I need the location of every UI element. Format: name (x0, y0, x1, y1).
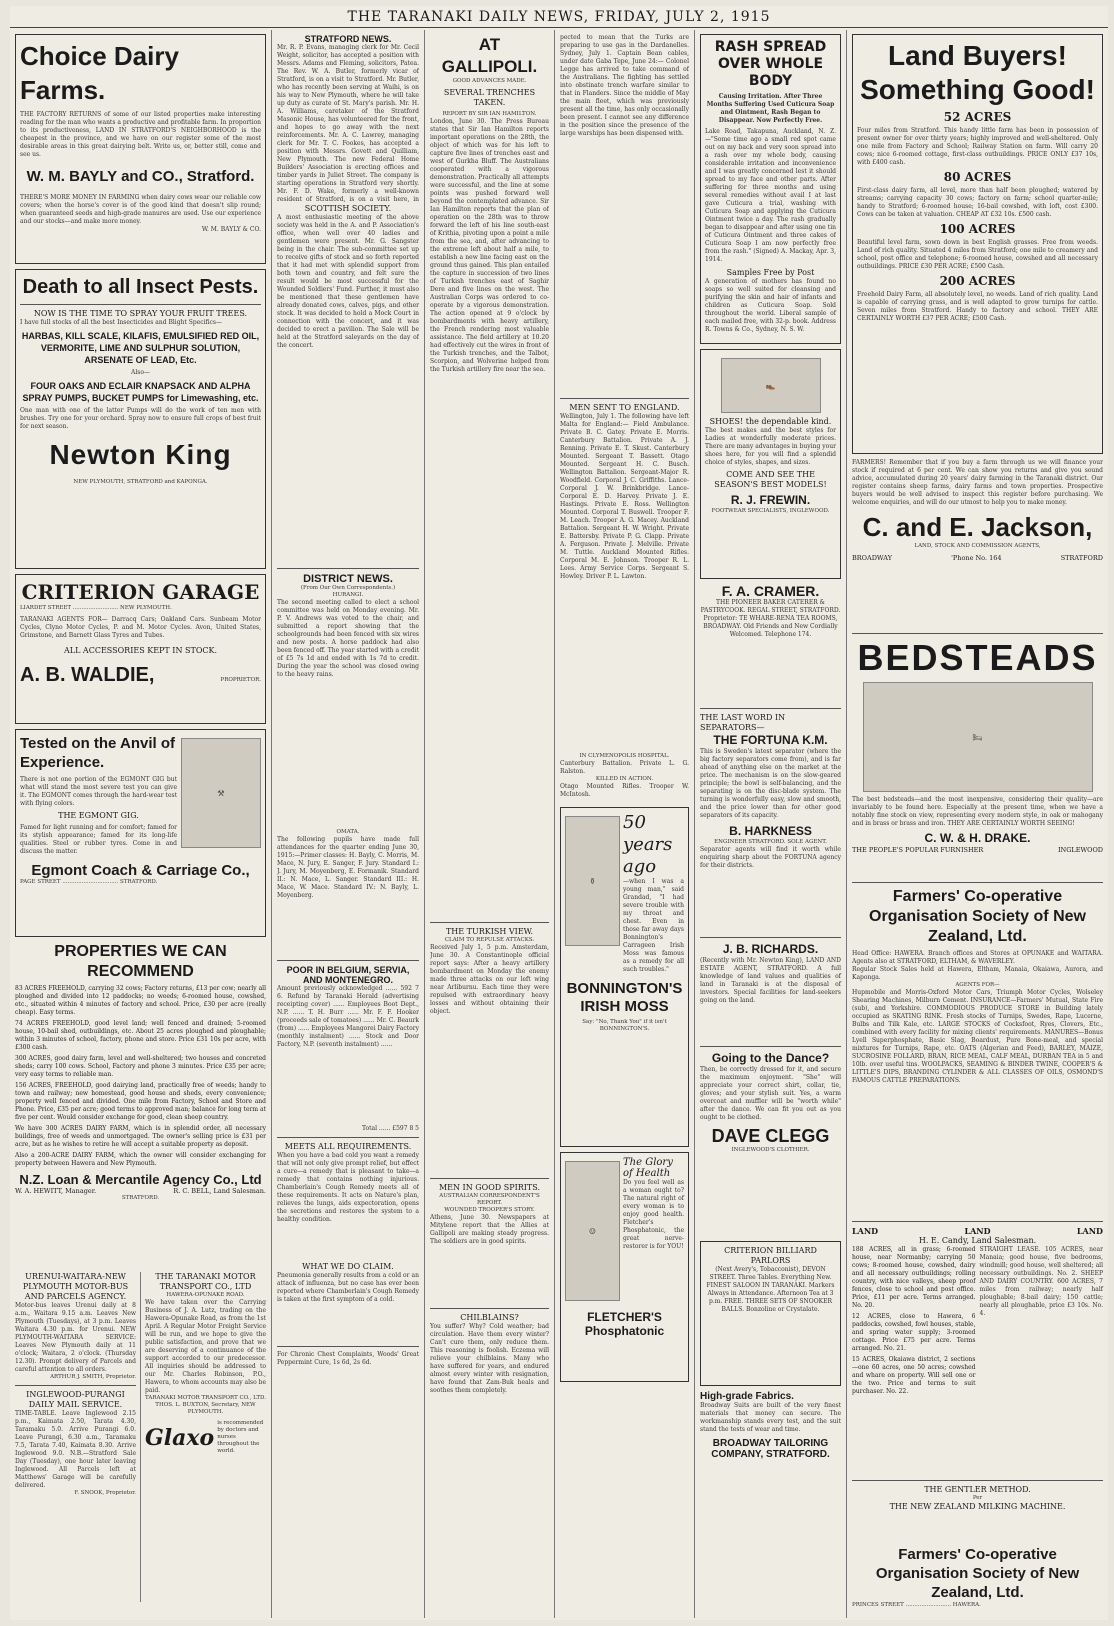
shoes-body: The best makes and the best styles for Ladies at wonderfully moderate prices. There are many advantages in buying your shoes here, for you will find a splendid choice of styles, shapes, and sizes. (705, 427, 836, 466)
col4-top-body: pected to mean that the Turks are preparing to use gas in the Dardanelles. Sydney, July 1. Captain Bean cables, under date Gaba Tepe, June 24:— Colonel Legge has arrived to take command of the Australians. The fighting has settled into obstinate trench warfare similar to that in Flanders. Since the middle of May the main fleet, which was previously present all the time, has only occasionally been present. I cannot see any difference in the position since the presence of the large warships has been dispensed with. (560, 34, 689, 137)
fifty-sub: —when I was a young man," said Grandad, "I had severe trouble with my throat and chest. Even in those far away days Bonnington's Carrageen Irish Moss was famous as a remedy for all such troubles." (623, 878, 684, 973)
harkness-name: B. HARKNESS (729, 824, 812, 838)
jackson-ad (852, 459, 1103, 629)
insect-pests-ad (15, 269, 266, 569)
richards-ad (700, 942, 841, 1042)
props-item: 300 ACRES, good dairy farm, level and well-sheltered; two houses and concreted sheds; carry 100 cows. School, Factory and phone 3 minutes. Price £35 per acre; very easy terms to reliable man. (15, 1055, 266, 1078)
sep-title: THE LAST WORD IN SEPARATORS— (700, 713, 786, 732)
bonnington-say: Say: "No, Thank You" if it isn't BONNINGTON'S. (582, 1019, 667, 1032)
bayly-name: W. M. BAYLY and CO., Stratford. (26, 168, 255, 185)
killed-title: KILLED IN ACTION. (595, 776, 654, 782)
acre-200: 200 ACRES (939, 274, 1016, 288)
fletcher-ad (560, 1152, 689, 1382)
egmont-gig-ad (15, 729, 266, 937)
properties-ad (15, 942, 266, 1272)
gallipoli-sub2: SEVERAL TRENCHES TAKEN. (443, 88, 536, 107)
huiango-body: The second meeting called to elect a school committee was held on Monday evening. Mr. P. V. Andrews was voted to the chair, and submitted a report showing that the schoolgrounds had been fenced with six wires and new posts. A horse paddock had also been fenced off. The year started with a credit of £5 7s 1d and ended with 1s 7d to credit. During the year the school was closed owing to the heavy rains. (277, 599, 419, 678)
gallipoli-sub3: REPORT BY SIR IAN HAMILTON. (442, 111, 537, 117)
props-item: 74 ACRES FREEHOLD, good level land; well fenced and drained; 5-roomed house, 10-bail shed, outbuildings, etc. About 25 acres ploughed and ploughable; within 3 minutes of school, factory, phone and store. Price £31 10s per acre, with £300 cash. (15, 1020, 266, 1051)
pests-list: HARBAS, KILL SCALE, KILAFIS, EMULSIFIED RED OIL, VERMORITE, LIME AND SULPHUR SOLUTION, ARSENATE OF LEAD, Etc. (21, 331, 260, 365)
buyers-sub: Something Good! (860, 74, 1095, 105)
meets-body: When you have a bad cold you want a remedy that will not only give prompt relief, but effect a cure—a remedy that is pleasant to take—a remedy that contains nothing injurious. Chamberlain's Cough Remedy meets all of these requirements. It acts on Nature's plan, relieves the lungs, aids expectoration, opens the secretions and restores the system to a healthy condition. (277, 1152, 419, 1223)
jackson-town: STRATFORD (1060, 554, 1103, 562)
pests-title: Death to all Insect Pests. (22, 276, 259, 298)
criterion-addr: LIARDET STREET .......................... NEW PLYMOUTH. (20, 605, 172, 611)
urenui-body: Motor-bus leaves Urenui daily at 8 a.m., Waitara 9.15 a.m. Leaves New Plymouth (Tuesdays), at 3 p.m. Leaves Waitara 4.30 p.m. for Urenui. NEW PLYMOUTH-WAITARA SERVICE: Leaves New Plymouth daily at 11 o'clock; Waitara, 2 o'clock. (Thursday 12.30). Prompt delivery of Parcels and careful attention to all orders. (15, 1302, 136, 1373)
district-sub: (From Our Own Correspondents.) (300, 585, 396, 591)
acre-52: 52 ACRES (943, 110, 1012, 124)
land-right: LAND (1076, 1226, 1103, 1236)
bed-illustration: 🛏 (863, 682, 1093, 792)
hospital-title: IN CLYMENOPOLIS HOSPITAL. (579, 753, 670, 759)
nzloan-mgr: W. A. HEWITT, Manager. (15, 1187, 97, 1195)
fortuna-body: This is Sweden's latest separator (where the big factory separators come from), and is far ahead of anything else on the market at the price. The mechanism is on the slow-geared principle; the bowl is self-balancing, and the separating is on the disc-blade system. The turning is wonderfully easy, slow and smooth, and the price lower than for other good separators of its capacity. (700, 748, 841, 819)
candy-ad (852, 1226, 1103, 1476)
england-body: Wellington, July 1. The following have left Malta for England:— Field Ambulance. Private B. C. Gatey. Private E. Morris. Canterbury Battalion. Private A. J. Renning. Private E. T. Skust. Canterbury Mounted. Sergeant T. Bassett. Otago Mounted. Sergeant H. C. Busch. Wellington Battalion. Sergeant-Major R. Woodfield. Corporal J. C. Griffiths. Lance-Corporal J. W. Brinkbridge. Lance-Corporal E. D. Harvey. Private J. E. Hastings. Private E. Ross. Wellington Mounted. Corporal T. Buswell. Trooper F. M. Leach. Trooper A. G. Macey. Auckland Battalion. Sergeant H. W. Wright. Private E. Battersby. Private P. G. Clapp. Private A. Ferguson. Private J. Melville. Private M. Tuttle. Auckland Mounted Rifles. Corporal M. E. Johnson. Trooper R. L. Lees. Army Service Corps. Sergeant S. Howley. Driver P. L. Lawton. (560, 413, 689, 580)
taranaki-body: We have taken over the Carrying Business of J. A. Lutz, trading on the Hawera-Opunake Road, as from the 1st April. A Regular Motor Freight Service will be run, and we hope to give the public satisfaction, and prove that we are deserving of a continuance of the support accorded to our predecessor. All inquiries should be addressed to our Mr. Charles Robinson, P.O., Hawera, to whom accounts may also be paid. (145, 1299, 266, 1394)
masthead: THE TARANAKI DAILY NEWS, FRIDAY, JULY 2, 1915 (10, 6, 1108, 28)
taranaki-sign: TARANAKI MOTOR TRANSPORT CO., LTD. THOS. L. BUXTON, Secretary, NEW PLYMOUTH. (145, 1395, 266, 1415)
props-item: 156 ACRES, FREEHOLD, good dairying land, practically free of weeds; handy to town and railway; new homestead, good house and sheds, every convenience; property well fenced and divided. One mile from Factory, School and Store and Phone. Price, £35 per acre; good terms to approved man; balance for long term at five per cent. Would consider exchange for good, clean sheep country. (15, 1082, 266, 1121)
coop2-ad (852, 1545, 1103, 1608)
candy-right: STRAIGHT LEASE. 105 ACRES, near Manaia; good house, five bedrooms, windmill; good house, well sheltered; all necessary outbuildings. No. 2. SHEEP AND DAIRY COUNTRY. 600 ACRES, 7 miles from railway; nearly half ploughable; 8-bail dairy; 150 cattle; nearly all ploughable, price £3 10s. No. 4. (979, 1246, 1103, 1317)
fortuna-name: THE FORTUNA K.M. (713, 733, 828, 747)
buyers-title: Land Buyers! (888, 40, 1067, 71)
drake-bedsteads-ad (852, 638, 1103, 878)
rash-title: RASH SPREAD OVER WHOLE BODY (714, 39, 827, 89)
dairy-farms-ad (15, 34, 266, 264)
gentler-per: Per (972, 1495, 983, 1501)
claim-title: WHAT WE DO CLAIM. (302, 1262, 394, 1271)
blacksmith-illustration: ⚒ (181, 738, 261, 848)
pests-also: Also— (131, 369, 150, 376)
urenui-sign: ARTHUR J. SMITH, Proprietor. (50, 1374, 136, 1380)
pests-note: One man with one of the latter Pumps will do the work of ten men with brushes. Try one for your orchard. Spray now to ensure full crops of best fruit for next season. (20, 407, 261, 430)
scottish-title: SCOTTISH SOCIETY. (304, 204, 392, 213)
rash-body: Lake Road, Takapuna, Auckland, N. Z.—"Some time ago a small red spot came out on my back and very soon spread into a rash over my whole body, causing considerable irritation and inconvenience and I was greatly concerned lest it should spread to my face and other parts. After suffering for three months and using several remedies without avail I at last gave Cuticura a trial, washing with Cuticura Soap and applying the Cuticura Ointment twice a day. The rash gradually began to disappear and after using one tin of Cuticura Ointment and three cakes of Cuticura Soap I am now perfectly free from the rash." (Signed) A. Mackay, Apr. 3, 1914. (705, 128, 836, 263)
poor-body: Amount previously acknowledged ...... 592 7 6. Refund by Taranaki Herald (advertising receipting cover) ...... Employees Boot Dept., N.P. ...... T. H. Burr ...... Mr. F. F. Hooker (proceeds sale of tomatoes) ...... Mr. C. Beaurk (from) ...... Employees Mangorei Dairy Factory (monthly instalment) ...... Stock and Door Factory, N.P. (seventh instalment) ...... (277, 985, 419, 1048)
district-title: DISTRICT NEWS. (303, 573, 393, 585)
anvil-body: There is not one portion of the EGMONT GIG but what will stand the most severe test you can give it. The EGMONT comes through the hard-wear test with flying colors. (20, 776, 177, 807)
gentler: THE GENTLER METHOD. (924, 1485, 1031, 1494)
broadway-name: BROADWAY TAILORING COMPANY, STRATFORD. (711, 1438, 830, 1460)
drake-town: INGLEWOOD (1057, 846, 1103, 854)
ingle-table: TIME-TABLE. Leave Inglewood 2.15 p.m., Kaimata 2.50, Tarata 4.30, Taramaku 5.0. Arrive Purangi 6.0. Leave Purangi, 6.30 a.m., Taramaku 7.5, Tarata 7.40, Kaimata 8.30. Arrive Inglewood 9.0. N.B.—Stratford Sale Day (Tuesday), one hour later leaving Inglewood. All Parcels left at Matthews' Garage will be carefully delivered. (15, 1410, 136, 1489)
shoe-illustration: 👞 (721, 358, 821, 413)
dairy-body: THE FACTORY RETURNS of some of our listed properties make interesting reading for the man who wants a productive and profitable farm. In proportion to its productiveness, LAND IN STRATFORD'S NEIGHBORHOOD is the cheapest in the province, and we have on our register some of the most desirable areas in this great dairying belt. Write us, or, better still, come and see us. (20, 111, 261, 158)
coop-title: Farmers' Co-operative Organisation Society of New Zealand, Ltd. (869, 888, 1086, 945)
spirits-sub2: WOUNDED TROOPER'S STORY. (444, 1207, 535, 1213)
cuticura-ad (700, 34, 841, 344)
column-5 (695, 30, 847, 1618)
taranaki-sub: HAWERA-OPUNAKE ROAD. (166, 1292, 245, 1298)
harkness-sub: ENGINEER STRATFORD. SOLE AGENT. (714, 839, 827, 845)
jackson-phone: 'Phone No. 164 (951, 554, 1002, 562)
jackson-name: C. and E. Jackson, (862, 512, 1093, 542)
newspaper-page (10, 6, 1108, 1620)
acre-100: 100 ACRES (939, 222, 1016, 236)
claim-body: Pneumonia generally results from a cold or an attack of influenza, but no case has ever been reported where Chamberlain's Cough Remedy is taken at the first symptom of a cold. (277, 1272, 419, 1303)
anvil-gig: THE EGMONT GIG. (58, 811, 139, 820)
killed-body: Otago Mounted Rifles. Trooper W. McIntosh. (560, 783, 689, 798)
props-item: Also a 200-ACRE DAIRY FARM, which the owner will consider exchanging for property between Hawera and New Plymouth. (15, 1152, 266, 1167)
poor-title: POOR IN BELGIUM, SERVIA, AND MONTENEGRO. (286, 965, 410, 985)
hospital-body: Canterbury Battalion. Private L. G. Ralston. (560, 760, 689, 775)
spirits-body: Athens, June 30. Newspapers at Mitylene report that the Allies at Gallipoli are making steady progress. The soldiers are in good spirits. (430, 1214, 549, 1245)
fortuna-ad (700, 713, 841, 933)
egmont-name: Egmont Coach & Carriage Co., (31, 862, 250, 879)
cramer-body: THE PIONEER BAKER CATERER & PASTRYCOOK. REGAL STREET, STRATFORD. Proprietor: TE WHARE-RENA TEA ROOMS, BROADWAY. Old Friends and New Cordially Welcomed. Telephone 174. (700, 599, 841, 638)
bed-body: The best bedsteads—and the most inexpensive, considering their quality—are invariably to be found here. Especially at the present time, when we have a notably fine stock on view, representing every modern style, in oak or mahogany and in brass or brass and iron. THEY ARE CERTAINLY WORTH SEEING! (852, 796, 1103, 827)
broadway-ad (700, 1391, 841, 1521)
samples-title: Samples Free by Post (726, 268, 815, 277)
samples-body: A generation of mothers has found no soaps so well suited for cleansing and purifying the skin and hair of infants and children as Cuticura Soap. Sold throughout the world. Liberal sample of each mailed free, with 32-p. book. Address R. Towns & Co., Sydney, N. S. W. (705, 278, 836, 333)
scottish-body: A most enthusiastic meeting of the above society was held in the A. and P. Association's office, when well over 40 ladies and gentlemen were present. Mr. G. Sangster being in the chair. The sub-committee set up to receive gifts of stock and so forth reported that it had met with splendid support from both town and country, and felt sure the result would be most successful for the Wounded Soldiers' Fund. Further, it must also be mentioned that these gentlemen have already donated cows, calves, pigs, and other stock. It was decided to hold a Mock Court in connection with the concert, and it was decided to erect a pavilion. The Sale will be held at the Stratford saleyards on the day of the concert. (277, 214, 419, 349)
ingle-sign: F. SNOOK, Proprietor. (74, 1490, 136, 1496)
milking-name: THE NEW ZEALAND MILKING MACHINE. (889, 1502, 1066, 1511)
gallipoli-title: AT GALLIPOLI. (441, 35, 538, 76)
shoes-cta: COME AND SEE THE SEASON'S BEST MODELS! (714, 470, 827, 489)
props-item: 83 ACRES FREEHOLD, carrying 32 cows; Factory returns, £13 per cow; nearly all ploughed and divided into 12 paddocks; no weeds; 6-roomed house, cowshed, etc., situated within 4 minutes of factory and school. Price, £30 per acre (really cheap). Easy terms. (15, 985, 266, 1016)
billiard-ad (700, 1241, 841, 1386)
bottle-illustration: ⚱ (565, 816, 620, 946)
newton-king: Newton King (49, 439, 232, 470)
gallipoli-sub1: GOOD ADVANCES MADE. (452, 78, 527, 84)
column-4 (555, 30, 695, 1618)
props-item: We have 300 ACRES DAIRY FARM, which is in splendid order, all necessary buildings, free of weeds and unmortgaged. The owner's selling price is £31 per acre, but as he wishes to retire he will accept a suitable property as deposit. (15, 1125, 266, 1148)
props-title: PROPERTIES WE CAN RECOMMEND (54, 943, 227, 980)
richards-body: (Recently with Mr. Newton King), LAND AND ESTATE AGENT, STRATFORD. A full knowledge of land values and qualities of land in Taranaki is at the disposal of investors. Special facilities for land-seekers going on the land. (700, 957, 841, 1004)
turk-title: THE TURKISH VIEW. (445, 927, 534, 936)
dance-body: Then, be correctly dressed for it, and secure the maximum enjoyment. "She" will appreciate your correct shirt, collar, tie, gloves; and your stylish suit. Yes, a warm overcoat and muffler will be "worth while" after the dance. We can fit you out as you ought to be clothed. (700, 1066, 841, 1121)
clegg-name: DAVE CLEGG (711, 1126, 830, 1146)
pests-pumps: FOUR OAKS AND ECLAIR KNAPSACK AND ALPHA SPRAY PUMPS, BUCKET PUMPS for Limewashing, etc. (22, 381, 259, 403)
coop-office: Head Office: HAWERA. Branch offices and Stores at OPUNAKE and WAITARA. Agents also at STRATFORD, ELTHAM, & WAVERLEY. (852, 950, 1103, 965)
suits-title: High-grade Fabrics. (700, 1391, 794, 1402)
dairy-title: Choice Dairy Farms. (20, 41, 179, 105)
poor-total: Total ...... £597 8 5 (361, 1125, 419, 1132)
fletcher-title: The Glory of Health (623, 1157, 673, 1179)
coop-sales: Regular Stock Sales held at Hawera, Eltham, Manaia, Okaiawa, Aurora, and Kaponga. (852, 966, 1103, 981)
land-left: LAND (852, 1226, 879, 1236)
coop2-addr: PRINCES STREET .......................... HAWERA. (852, 1602, 981, 1608)
column-3 (425, 30, 555, 1618)
rash-sub: Causing Irritation. After Three Months Suffering Used Cuticura Soap and Ointment, Rash Began to Disappear. Now Perfectly Free. (706, 93, 835, 124)
criterion-title: CRITERION GARAGE (21, 580, 260, 604)
coop2-title: Farmers' Co-operative Organisation Society of New Zealand, Ltd. (875, 1546, 1080, 1601)
coop-list: Hupmobile and Morris-Oxford Motor Cars, Triumph Motor Cycles, Wolseley Shearing Machines, Milburn Cement. INSURANCE—Farmers' Mutual, State Fire (sub), and Yorkshire. COMMODIOUS PRODUCE STORE in Building lately occupied as SKATING RINK. Fresh stocks of Turnips, Swedes, Rape, Lucerne, Bulbs and Tilk Kale, etc. LARGE STOCKS of Cocksfoot, Ryes, Clovers, Etc., combined with every facility for mixing clients' requirements. MANURES—Bonus Lyell Superphosphate, Basic Slag, Boardust, Pure Bone-meal, and special mixtures for Turnips, Rape, etc. OATS (Algerian and Feed), BARLEY, MAIZE, SUCROSINE FOLLARD, BRAN, RICE MEAL, CALF MEAL, DURBAN TEA in 5 and 10lb. over useful tins. WOOLPACKS, SEAMING & BINDER TWINE, COOPER'S & LITTLE'S DIPS, BRANDING CYLINDER & ALL CLASSES OF OILS, OSMOND'S FAMOUS CATTLE PREPARATIONS. (852, 989, 1103, 1084)
coop-ad (852, 887, 1103, 1217)
drake-name: C. W. & H. DRAKE. (924, 831, 1031, 845)
acre-80-body: First-class dairy farm, all level, more than half been ploughed; watered by streams; carrying capacity 30 cows; factory on farm; school quarter-mile; handy to Stratford; 6-roomed house; 16-bail cowshed, with loft, cost £300. Cows can be taken at valuation. CHEAP AT £32 10s. £500 cash. (857, 187, 1098, 218)
bayly-foot: THERE'S MORE MONEY IN FARMING when dairy cows wear our reliable cow covers; when the horse's cover is of the good kind that doesn't slip round; when guaranteed seeds and high-grade manures are used. Use our experience and our stocks—and make more money. (20, 194, 261, 225)
waldie-name: A. B. WALDIE, (20, 664, 155, 686)
clegg-ad (700, 1051, 841, 1241)
ingle-title: INGLEWOOD-PURANGI DAILY MAIL SERVICE. (26, 1390, 125, 1409)
cramer-ad (700, 584, 841, 704)
fifty-years: 50 years ago (623, 812, 673, 877)
spirits-sub: AUSTRALIAN CORRESPONDENT'S REPORT. (439, 1193, 540, 1206)
anvil-title: Tested on the Anvil of Experience. (20, 735, 176, 771)
bedsteads-title: BEDSTEADS (857, 637, 1098, 678)
land-center: LAND (964, 1226, 991, 1236)
shoes-title: SHOES! the dependable kind. (709, 417, 832, 426)
jackson-sub: LAND, STOCK AND COMMISSION AGENTS, (914, 543, 1041, 549)
frewin-shoes-ad (700, 349, 841, 579)
fletcher-body: Do you feel well as a woman ought to? The natural right of every woman is to enjoy good health. Fletcher's Phosphatonic, the great nerve-restorer is for YOU! (623, 1179, 684, 1250)
bayly-sign: W. M. BAYLY & CO. (201, 226, 261, 233)
urenui-title: URENUI-WAITARA-NEW PLYMOUTH MOTOR-BUS AND PARCELS AGENCY. (22, 1272, 129, 1301)
milking-ad (852, 1485, 1103, 1545)
chil-body: You suffer? Why? Cold weather; bad circulation. Have them every winter? Can't cure them, only reduce them. This reasoning is foolish. Eczema will relieve your chilblains. Many who have suffered for years, and endured almost every winter with resignation, have found that Zam-Buk heals and soothes them completely. (430, 1323, 549, 1394)
drake-sub: THE PEOPLE'S POPULAR FURNISHER (852, 846, 984, 854)
column-6 (847, 30, 1108, 1618)
fletcher-brand: FLETCHER'S Phosphatonic (584, 1310, 665, 1338)
candy-item: 12 ACRES, close to Hawera, 6 paddocks, cowshed, fowl houses, stable, and spring water supply; 3-roomed cottage. Price £75 per acre. Terms arranged. No. 21. (852, 1313, 976, 1352)
acre-100-body: Beautiful level farm, sown down in best English grasses. Free from weeds. Land of rich quality. Situated 4 miles from Stratford; one mile to creamery and school, post office and telephone; 6-roomed house, cowshed and all necessary outbuildings. PRICE £30 PER ACRE; £500 Cash. (857, 239, 1098, 270)
meets-title: MEETS ALL REQUIREMENTS. (284, 1142, 412, 1151)
harkness-body: Separator agents will find it worth while enquiring sharp about the FORTUNA agency for their districts. (700, 846, 841, 869)
omata-body: The following pupils have made full attendances for the quarter ending June 30, 1915:—Primer classes: H. Bayly, C. Morris, M. Mace, N. Jury, E. Sanger, F. Jury. Standard I.: J. Jury, M. Moyenberg, E. Formanik. Standard II.: N. Mace, L. Sanger. Standard III.: H. Mace, W. Mace. Standard IV.: N. Bayly, L. Moyenberg. (277, 836, 419, 899)
chil-title: CHILBLAINS? (460, 1313, 519, 1322)
transport-ads (15, 1272, 266, 1602)
gallipoli-body: London, June 30. The Press Bureau states that Sir Ian Hamilton reports important operations on the 28th, the object of which was for his left to capture five lines of trenches east and west of Gurkha Bluff. The Australians cooperated with a vigorous demonstration. Practically all attempts were successful, and the line at some points was pushed forward well beyond the contemplated advance. Sir Ian Hamilton reports that the plan of operation on the 28th was to throw forward the left of his line south-east of Krithia, pivoting upon a point a mile from the sea, and, after advancing to the extreme left about half a mile, to establish a new line facing east on the ground thus gained. This plan entailed the capture in succession of two lines of Turkish trenches east of Saghir Dere and five lines on the west. The Australian Corps was ordered to co-operate by a vigorous demonstration. The action opened at 9 o'clock by bombardments with heavy artillery, the French rendering most valuable assistance. The field artillery at 10.20 had effectively cut the wires in front of the Turkish trenches, and the Talbot, Scorpion, and Wolverine helped from the Turkish artillery fire near the sea. (430, 118, 549, 373)
spirits-title: MEN IN GOOD SPIRITS. (438, 1183, 541, 1192)
acre-200-body: Freehold Dairy Farm, all absolutely level, no weeds. Land of rich quality. Land is capable of carrying grass, and is well adapted to grow turnips for cattle. Seven miles from Stratford. Handy to factory and school. THEY ARE CERTAINLY WORTH £37 PER ACRE; £500 Cash. (857, 291, 1098, 322)
chest-cure: For Chronic Chest Complaints, Woods' Great Peppermint Cure, 1s 6d, 2s 6d. (277, 1351, 419, 1366)
column-2 (272, 30, 425, 1618)
acre-52-body: Four miles from Stratford. This handy little farm has been in possession of present owner for over thirty years; highly improved and well-sheltered. Only one mile from Factory and School; Railway Station on farm. Will carry 20 cows; nice 6-roomed cottage, first-class outbuildings. PRICE ONLY £37 10s, with £400 cash. (857, 127, 1098, 166)
bonnington-brand: BONNINGTON'S IRISH MOSS (566, 980, 683, 1015)
criterion-acc: ALL ACCESSORIES KEPT IN STOCK. (63, 646, 218, 655)
taranaki-motor: THE TARANAKI MOTOR TRANSPORT CO., LTD (155, 1272, 256, 1291)
anvil-foot: Famed for light running and for comfort; famed for its stylish appearance; famed for its long-life qualities. Steel or rubber tyres. Come in and discuss the matter. (20, 824, 177, 855)
nzloan-sales: R. C. BELL, Land Salesman. (173, 1187, 266, 1195)
omata-title: OMATA. (336, 829, 360, 835)
stratford-body: Mr. R. P. Evans, managing clerk for Mr. Cecil Weight, solicitor, has accepted a position with Messrs. Adams and Fleming, solicitors, Patea. The Rev. W. A. Butler, formerly vicar of Stratford, is on a visit to Stratford. Mr. Butler, who has recently been serving at Waihi, is on his way to New Plymouth, where he will take up duty as curate of St. Mary's parish. Mr. H. A. Williams, caretaker of the Stratford Masonic House, has volunteered for the front, and hopes to go away with the next reinforcements. Mr. A. C. Lawrey, managing clerk for Mr. T. C. Fookes, has accepted a position with Messrs. Govett and Quilliam, New Plymouth. The new Federal Home Builders' Association is erecting offices and timber yards in Juliet Street. The company is starting operations in Stratford very shortly. Mr. F. D. Wake, formerly a well-known resident of Stratford, is on a visit here, in (277, 44, 419, 203)
land-buyers-ad (852, 34, 1103, 454)
richards-name: J. B. RICHARDS. (722, 942, 819, 956)
pests-sub: NOW IS THE TIME TO SPRAY YOUR FRUIT TREES. (33, 309, 248, 318)
turk-body: Received July 1, 5 p.m. Amsterdam, June 30. A Constantinople official report says: After a heavy artillery bombardment on Monday the enemy made three attacks on our left wing near Arliburnu. Each time they were repulsed with extraordinary heavy losses and without obtaining their object. (430, 944, 549, 1015)
column-1 (10, 30, 272, 1618)
turk-sub: CLAIM TO REPULSE ATTACKS. (444, 937, 535, 943)
stratford-title: STRATFORD NEWS. (304, 34, 392, 44)
jackson-addr: BROADWAY (852, 554, 892, 562)
criterion-agents: TARANAKI AGENTS FOR— Darracq Cars; Oakland Cars. Sunbeam Motor Cycles, Clyno Motor Cycles, P. and M. Motor Cycles. Avon, United States, Grimstone, and Barnett Glass Tyres and Tubes. (20, 616, 261, 639)
nzloan-town: STRATFORD. (121, 1195, 160, 1201)
farmers-note: FARMERS! Remember that if you buy a farm through us we will finance your stock if required at 6 per cent. We can show you returns and give you sound advice, accumulated during 20 years' dairy farming in the Taranaki district. Our register contains sheep farms, dairy farms and town properties. Prospective buyers would be well advised to inspect this register before purchasing. We welcome enquiries, and will do our utmost to help you to make money. (852, 459, 1103, 506)
frewin-name: R. J. FREWIN. (730, 493, 811, 507)
clegg-sub: INGLEWOOD'S CLOTHIER. (731, 1147, 810, 1153)
glaxo-note: is recommended by doctors and nurses throughout the world. (217, 1420, 264, 1454)
waldie-role: PROPRIETOR. (220, 677, 261, 683)
pests-intro: I have full stocks of all the best Insecticides and Blight Specifics— (20, 319, 222, 326)
glaxo-logo: Glaxo (145, 1424, 215, 1451)
suits-body: Broadway Suits are built of the very finest materials that money can secure. The workmanship stands every test, and the suit stand the tests of wear and time. (700, 1402, 841, 1433)
nzloan-name: N.Z. Loan & Mercantile Agency Co., Ltd (19, 1172, 262, 1187)
newton-towns: NEW PLYMOUTH, STRATFORD and KAPONGA. (73, 479, 208, 485)
billiard-body: (Next Avery's, Tobacconist), DEVON STREET. Three Tables. Everything New. FINEST SALOON IN TARANAKI. Markers Always in Attendance. Afternoon Tea at 3 p.m. FREE. THREE SETS OF SNOOKER BALLS. Bonzoline or Crystalate. (706, 1266, 835, 1313)
candy-item: 15 ACRES, Okaiawa district, 2 sections—one 60 acres, one 50 acres; cowshed and whare on property. Will sell one or the two. Price and terms to suit purchaser. No. 22. (852, 1356, 976, 1395)
cramer-name: F. A. CRAMER. (721, 583, 820, 599)
coop-agents: AGENTS FOR— (955, 982, 1000, 988)
candy-item: 188 ACRES, all in grass; 6-roomed house, near Normanby; carrying 50 cows; 8-roomed house, cowshed, dairy and all necessary outbuildings; rolling country, with nice valleys, sheep proof fences, close to school and post office. Price, £11 per acre. Terms arranged. No. 20. (852, 1246, 976, 1309)
england-title: MEN SENT TO ENGLAND. (569, 403, 680, 412)
criterion-garage-ad (15, 574, 266, 724)
huiango-title: HURANGI. (332, 592, 364, 598)
acre-80: 80 ACRES (943, 170, 1012, 184)
egmont-addr: PAGE STREET ................................ STRATFORD. (20, 879, 158, 885)
woman-illustration: ☺ (565, 1161, 620, 1301)
dance-title: Going to the Dance? (711, 1051, 830, 1065)
billiard-title: CRITERION BILLIARD PARLORS (724, 1246, 817, 1265)
candy-name: H. E. Candy, Land Salesman. (918, 1236, 1037, 1245)
frewin-sub: FOOTWEAR SPECIALISTS, INGLEWOOD. (711, 508, 830, 514)
bonnington-ad (560, 807, 689, 1147)
